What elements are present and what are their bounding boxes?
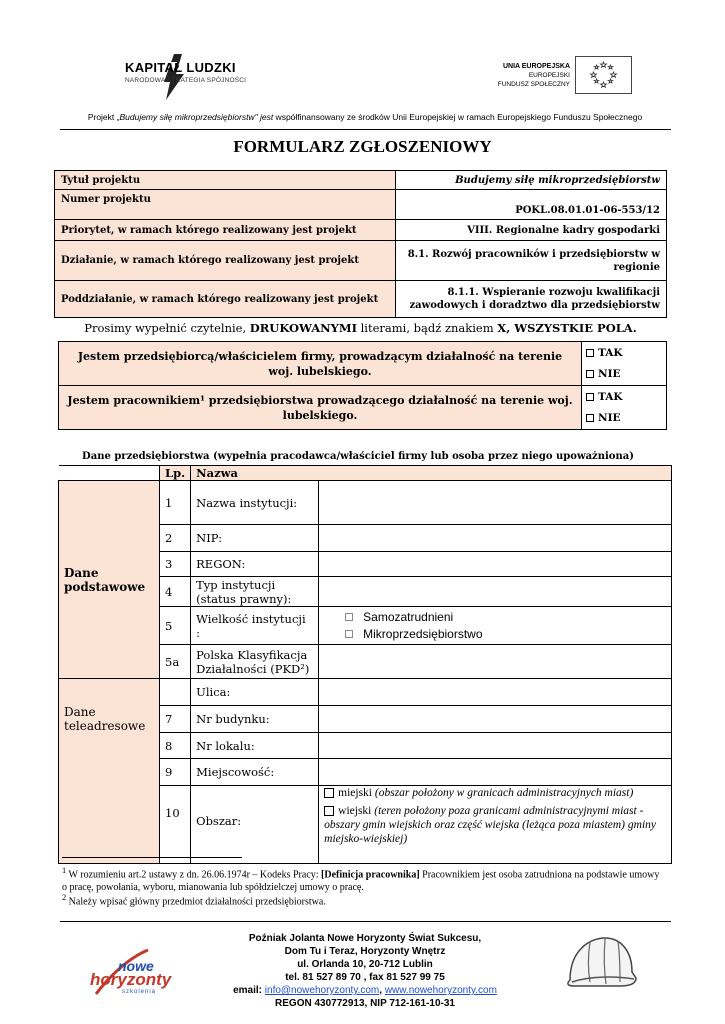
footer-brands: Dom Tu i Teraz, Horyzonty Wnętrz [284, 946, 446, 957]
row-number: 3 [160, 552, 191, 577]
checkbox-icon[interactable] [324, 806, 334, 816]
answer-options [582, 386, 667, 430]
row-number: 1 [160, 481, 191, 525]
answer-no[interactable]: NIE [586, 368, 662, 380]
row-number: 8 [160, 733, 191, 759]
priority-label: Priorytet, w ramach którego realizowany jest projekt [55, 220, 396, 241]
building-number-input[interactable] [319, 706, 672, 733]
website-link[interactable]: www.nowehoryzonty.com [384, 985, 497, 996]
answer-no[interactable]: NIE [586, 412, 662, 424]
table-row [55, 190, 667, 220]
hard-hat-icon [560, 930, 640, 1000]
row-label: Nr budynku: [191, 706, 319, 733]
footer-contact [200, 932, 530, 1010]
checkbox-icon[interactable] [586, 370, 594, 378]
footnote-2: $^2$ Należy wpisać główny przedmiot działalności przedsiębiorstwa. [62, 893, 326, 908]
table-row [59, 386, 667, 430]
project-info-table [54, 170, 667, 318]
footer-email-line: email: info@nowehoryzonty.com, www.nowehoryzonty.com [233, 985, 497, 996]
row-number: 5 [160, 607, 191, 645]
row-label: REGON: [191, 552, 319, 577]
area-option-urban[interactable]: miejski (obszar położony w granicach administracyjnych miast) [324, 786, 666, 800]
subaction-label: Poddziałanie, w ramach którego realizowany jest projekt [55, 281, 396, 318]
kapital-ludzki-subtitle: NARODOWA STRATEGIA SPÓJNOŚCI [125, 77, 247, 84]
column-lp: Lp. [160, 466, 191, 481]
logo-word-horyzonty: horyzonty [90, 970, 172, 989]
table-row [55, 220, 667, 241]
question-employee: Jestem pracownikiem¹ przedsiębiorstwa prowadzącego działalność na terenie woj. lubelskiego. [59, 386, 582, 430]
unit-number-input[interactable] [319, 733, 672, 759]
footnote-divider [62, 857, 242, 858]
regon-input[interactable] [319, 552, 672, 577]
checkbox-icon[interactable] [345, 630, 353, 638]
street-input[interactable] [319, 679, 672, 706]
action-value: 8.1. Rozwój pracowników i przedsiębiorstw w regionie [396, 241, 667, 281]
logo-word-szkolenia: szkolenia [122, 989, 157, 995]
kapital-ludzki-title: KAPITAŁ LUDZKI [125, 60, 236, 75]
answer-options [582, 342, 667, 386]
table-header-row [59, 466, 672, 481]
table-row [55, 241, 667, 281]
row-label: NIP: [191, 525, 319, 552]
row-label: Nazwa instytucji: [191, 481, 319, 525]
size-option-micro[interactable]: Mikroprzedsiębiorstwo [345, 626, 666, 643]
row-label: Typ instytucji (status prawny): [191, 577, 319, 607]
action-label: Działanie, w ramach którego realizowany jest projekt [55, 241, 396, 281]
nowe-horyzonty-logo [88, 948, 178, 998]
checkbox-icon[interactable] [324, 788, 334, 798]
footer-phone: tel. 81 527 89 70 , fax 81 527 99 75 [285, 972, 445, 983]
footer-address: ul. Orlanda 10, 20-712 Lublin [297, 959, 433, 970]
section-contact-label: Dane teleadresowe [59, 679, 160, 864]
table-row [59, 679, 672, 706]
row-number: 2 [160, 525, 191, 552]
table-row [55, 171, 667, 190]
checkbox-icon[interactable] [345, 613, 353, 621]
footer-regon: REGON 430772913, NIP 712-161-10-31 [275, 998, 455, 1009]
nip-input[interactable] [319, 525, 672, 552]
header-divider [60, 129, 671, 130]
table-row [59, 342, 667, 386]
row-label: Polska Klasyfikacja Działalności (PKD²) [191, 645, 319, 679]
institution-name-input[interactable] [319, 481, 672, 525]
checkbox-icon[interactable] [586, 393, 594, 401]
company-data-heading: Dane przedsiębiorstwa (wypełnia pracodawca/właściciel firmy lub osoba przez niego upoważniona) [82, 451, 634, 462]
row-label: Obszar: [191, 786, 319, 864]
footnote-1: $^1$ W rozumieniu art.2 ustawy z dn. 26.06.1974r – Kodeks Pracy: [Definicja pracownika] Pracownikiem jest osoba zatrudniona na podstawie umowy o pracę, powołania, wyboru, mianowania lub spółdzielczej umowy o pracę. [62, 866, 660, 894]
pkd-input[interactable] [319, 645, 672, 679]
company-data-table [58, 465, 672, 864]
footer-company: Poźniak Jolanta Nowe Horyzonty Świat Sukcesu, [248, 933, 482, 944]
subaction-value: 8.1.1. Wspieranie rozwoju kwalifikacji zawodowych i doradztwo dla przedsiębiorstw [396, 281, 667, 318]
eu-label: UNIA EUROPEJSKA EUROPEJSKI FUNDUSZ SPOŁECZNY [497, 63, 570, 88]
row-number: 5a [160, 645, 191, 679]
row-number [160, 679, 191, 706]
project-title-value: Budujemy siłę mikroprzedsiębiorstw [396, 171, 667, 190]
project-cofinancing-line: Projekt „Budujemy siłę mikroprzedsiębiorstw" jest współfinansowany ze środków Unii Europejskiej w ramach Europejskiego Funduszu Społecznego [87, 112, 643, 122]
priority-value: VIII. Regionalne kadry gospodarki [396, 220, 667, 241]
answer-yes[interactable]: TAK [586, 347, 662, 359]
question-owner: Jestem przedsiębiorcą/właścicielem firmy, prowadzącym działalność na terenie woj. lubelskiego. [59, 342, 582, 386]
row-number: 7 [160, 706, 191, 733]
project-title-label: Tytuł projektu [55, 171, 396, 190]
table-row [59, 481, 672, 525]
institution-size-options [319, 607, 672, 645]
project-number-label: Numer projektu [55, 190, 396, 220]
size-option-self-employed[interactable]: Samozatrudnieni [345, 609, 666, 626]
row-label: Wielkość instytucji : [191, 607, 319, 645]
row-label: Miejscowość: [191, 759, 319, 786]
answer-yes[interactable]: TAK [586, 391, 662, 403]
row-number: 9 [160, 759, 191, 786]
row-number: 4 [160, 577, 191, 607]
project-number-value: POKL.08.01.01-06-553/12 [396, 190, 667, 220]
city-input[interactable] [319, 759, 672, 786]
logo-word-nowe: nowe [118, 958, 154, 974]
checkbox-icon[interactable] [586, 349, 594, 357]
form-title: FORMULARZ ZGŁOSZENIOWY [233, 137, 492, 156]
fill-instruction: Prosimy wypełnić czytelnie, DRUKOWANYMI literami, bądź znakiem X, WSZYSTKIE POLA. [84, 321, 637, 335]
area-options [319, 786, 672, 864]
row-label: Nr lokalu: [191, 733, 319, 759]
column-name: Nazwa [191, 466, 672, 481]
checkbox-icon[interactable] [586, 414, 594, 422]
legal-status-input[interactable] [319, 577, 672, 607]
section-basic-label: Dane podstawowe [59, 481, 160, 679]
footer-divider [60, 921, 671, 922]
area-option-rural[interactable]: wiejski (teren położony poza granicami administracyjnymi miast - obszary gmin wiejskich oraz część wiejska (leżąca poza miastem) gminy miejsko-wiejskiej) [324, 805, 656, 845]
table-row [55, 281, 667, 318]
row-number: 10 [160, 786, 191, 864]
eligibility-table [58, 341, 667, 430]
eu-flag-icon [575, 56, 632, 94]
email-link[interactable]: info@nowehoryzonty.com [264, 985, 380, 996]
row-label: Ulica: [191, 679, 319, 706]
